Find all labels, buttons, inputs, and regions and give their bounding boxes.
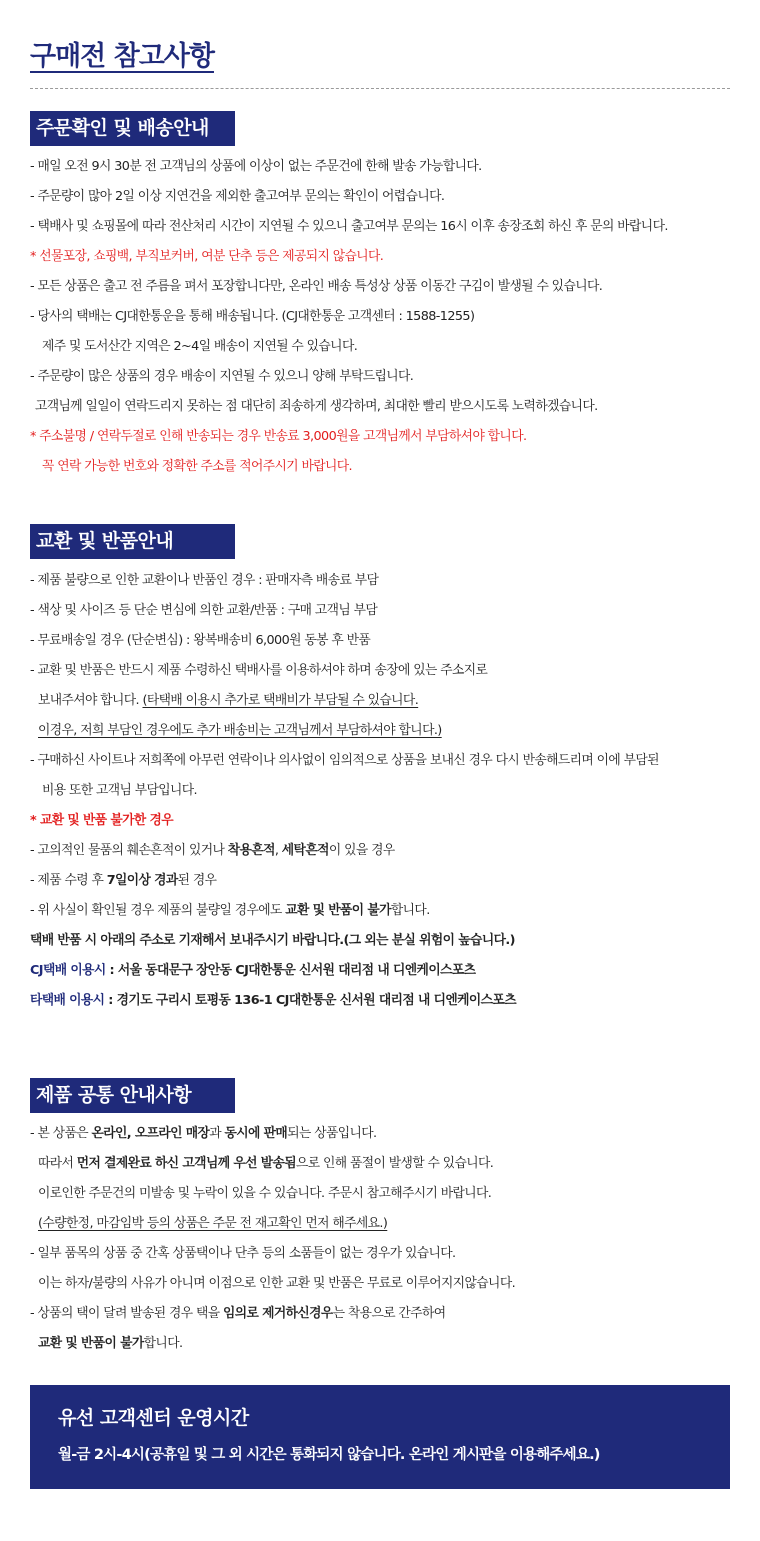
- shipping-line: - 모든 상품은 출고 전 주름을 펴서 포장합니다만, 온라인 배송 특성상 상품 이동간 구김이 발생될 수 있습니다.: [30, 279, 603, 294]
- returns-text: 된 경우: [177, 873, 217, 888]
- customer-center-box: [30, 1385, 730, 1489]
- common-line: [30, 1119, 742, 1149]
- returns-bold-text: 세탁흔적: [281, 843, 329, 858]
- returns-line: - 무료배송일 경우 (단순변심) : 왕복배송비 6,000원 동봉 후 반품: [30, 633, 371, 648]
- shipping-line: - 주문량이 많은 상품의 경우 배송이 지연될 수 있으니 양해 부탁드립니다.: [30, 369, 414, 384]
- common-bold-text: 동시에 판매: [224, 1126, 288, 1141]
- returns-line: [30, 716, 742, 746]
- returns-bold-text: 교환 및 반품이 불가: [285, 903, 391, 918]
- returns-text: 이 있을 경우: [328, 843, 395, 858]
- common-text: 는 착용으로 간주하여: [332, 1306, 446, 1321]
- returns-line: [30, 836, 742, 866]
- returns-text: - 고의적인 물품의 훼손흔적이 있거나: [30, 843, 228, 858]
- common-text: 과: [209, 1126, 225, 1141]
- other-courier-address: : 경기도 구리시 토평동 136-1 CJ대한통운 신서원 대리점 내 디엔케이스포츠: [104, 993, 516, 1008]
- cj-address: : 서울 동대문구 장안동 CJ대한통운 신서원 대리점 내 디엔케이스포츠: [105, 963, 476, 978]
- common-line: - 일부 품목의 상품 중 간혹 상품택이나 단추 등의 소품들이 없는 경우가 있습니다.: [30, 1246, 456, 1261]
- common-bold-text: 먼저 결제완료 하신 고객님께 우선 발송됨: [76, 1156, 296, 1171]
- returns-not-allowed-heading: * 교환 및 반품 불가한 경우: [30, 813, 173, 828]
- title-divider: [30, 88, 730, 89]
- returns-line: [30, 686, 742, 716]
- customer-center-title: 유선 고객센터 운영시간: [58, 1407, 249, 1429]
- shipping-notice-line: * 선물포장, 쇼핑백, 부직보커버, 여분 단추 등은 제공되지 않습니다.: [30, 249, 384, 264]
- common-text: 따라서: [38, 1156, 77, 1171]
- shipping-line: 고객님께 일일이 연락드리지 못하는 점 대단히 죄송하게 생각하며, 최대한 빨리 받으시도록 노력하겠습니다.: [35, 399, 598, 414]
- common-text: - 본 상품은: [30, 1126, 92, 1141]
- returns-info-list: [30, 566, 742, 1016]
- customer-center-hours: 월-금 2시-4시(공휴일 및 그 외 시간은 통화되지 않습니다. 온라인 게시판을 이용해주세요.): [58, 1447, 600, 1463]
- shipping-section-heading: 주문확인 및 배송안내: [30, 111, 235, 146]
- common-line: 이로인한 주문건의 미발송 및 누락이 있을 수 있습니다. 주문시 참고해주시기 바랍니다.: [38, 1186, 492, 1201]
- shipping-notice-line: * 주소불명 / 연락두절로 인해 반송되는 경우 반송료 3,000원을 고객님께서 부담하셔야 합니다.: [30, 429, 527, 444]
- page-title: 구매전 참고사항: [30, 41, 214, 72]
- common-bold-text: 교환 및 반품이 불가: [38, 1336, 144, 1351]
- common-bold-text: 온라인, 오프라인 매장: [91, 1126, 210, 1141]
- returns-address-cj: [30, 956, 742, 986]
- common-section-heading: 제품 공통 안내사항: [30, 1078, 235, 1113]
- common-line: 이는 하자/불량의 사유가 아니며 이점으로 인한 교환 및 반품은 무료로 이루어지지않습니다.: [38, 1276, 516, 1291]
- common-text: - 상품의 택이 달려 발송된 경우 택을: [30, 1306, 223, 1321]
- shipping-line: - 당사의 택배는 CJ대한통운을 통해 배송됩니다. (CJ대한통운 고객센터 : 1588-1255): [30, 309, 475, 324]
- common-line: [30, 1299, 742, 1329]
- shipping-notice-line: 꼭 연락 가능한 번호와 정확한 주소를 적어주시기 바랍니다.: [42, 459, 353, 474]
- returns-text: 합니다.: [390, 903, 430, 918]
- common-text: 으로 인해 품절이 발생할 수 있습니다.: [296, 1156, 494, 1171]
- shipping-line: 제주 및 도서산간 지역은 2~4일 배송이 지연될 수 있습니다.: [42, 339, 358, 354]
- returns-underlined-text: (타택배 이용시 추가로 택배비가 부담될 수 있습니다.: [142, 693, 419, 708]
- shipping-line: - 매일 오전 9시 30분 전 고객님의 상품에 이상이 없는 주문건에 한해 발송 가능합니다.: [30, 159, 482, 174]
- common-underlined-text: (수량한정, 마감임박 등의 상품은 주문 전 재고확인 먼저 해주세요.): [38, 1216, 388, 1231]
- common-line: [30, 1209, 742, 1239]
- returns-line: - 제품 불량으로 인한 교환이나 반품인 경우 : 판매자측 배송료 부담: [30, 573, 379, 588]
- returns-text: 보내주셔야 합니다.: [38, 693, 140, 708]
- returns-line: 비용 또한 고객님 부담입니다.: [42, 783, 198, 798]
- returns-bold-text: 착용흔적: [227, 843, 275, 858]
- other-courier-label: 타택배 이용시: [30, 993, 105, 1008]
- returns-text: - 위 사실이 확인될 경우 제품의 불량일 경우에도: [30, 903, 286, 918]
- returns-section-heading: 교환 및 반품안내: [30, 524, 235, 559]
- returns-text: - 제품 수령 후: [30, 873, 107, 888]
- returns-line: - 색상 및 사이즈 등 단순 변심에 의한 교환/반품 : 구매 고객님 부담: [30, 603, 378, 618]
- common-info-list: [30, 1119, 742, 1359]
- common-text: 되는 상품입니다.: [287, 1126, 377, 1141]
- returns-line: [30, 896, 742, 926]
- common-line: [30, 1149, 742, 1179]
- returns-address-intro: 택배 반품 시 아래의 주소로 기재해서 보내주시기 바랍니다.(그 외는 분실 위험이 높습니다.): [30, 933, 515, 948]
- shipping-line: - 택배사 및 쇼핑몰에 따라 전산처리 시간이 지연될 수 있으니 출고여부 문의는 16시 이후 송장조회 하신 후 문의 바랍니다.: [30, 219, 668, 234]
- common-line: [30, 1329, 742, 1359]
- returns-line: - 구매하신 사이트나 저희쪽에 아무런 연락이나 의사없이 임의적으로 상품을 보내신 경우 다시 반송해드리며 이에 부담된: [30, 753, 659, 768]
- common-text: 합니다.: [143, 1336, 183, 1351]
- shipping-info-list: [30, 152, 742, 482]
- returns-line: [30, 866, 742, 896]
- returns-line: - 교환 및 반품은 반드시 제품 수령하신 택배사를 이용하셔야 하며 송장에 있는 주소지로: [30, 663, 488, 678]
- returns-underlined-text: 이경우, 저희 부담인 경우에도 추가 배송비는 고객님께서 부담하셔야 합니다.): [38, 723, 442, 738]
- returns-text: ,: [274, 843, 282, 858]
- shipping-line: - 주문량이 많아 2일 이상 지연건을 제외한 출고여부 문의는 확인이 어렵습니다.: [30, 189, 445, 204]
- cj-label: CJ택배 이용시: [30, 963, 106, 978]
- returns-address-other: [30, 986, 742, 1016]
- returns-bold-text: 7일이상 경과: [106, 873, 178, 888]
- common-bold-text: 임의로 제거하신경우: [222, 1306, 333, 1321]
